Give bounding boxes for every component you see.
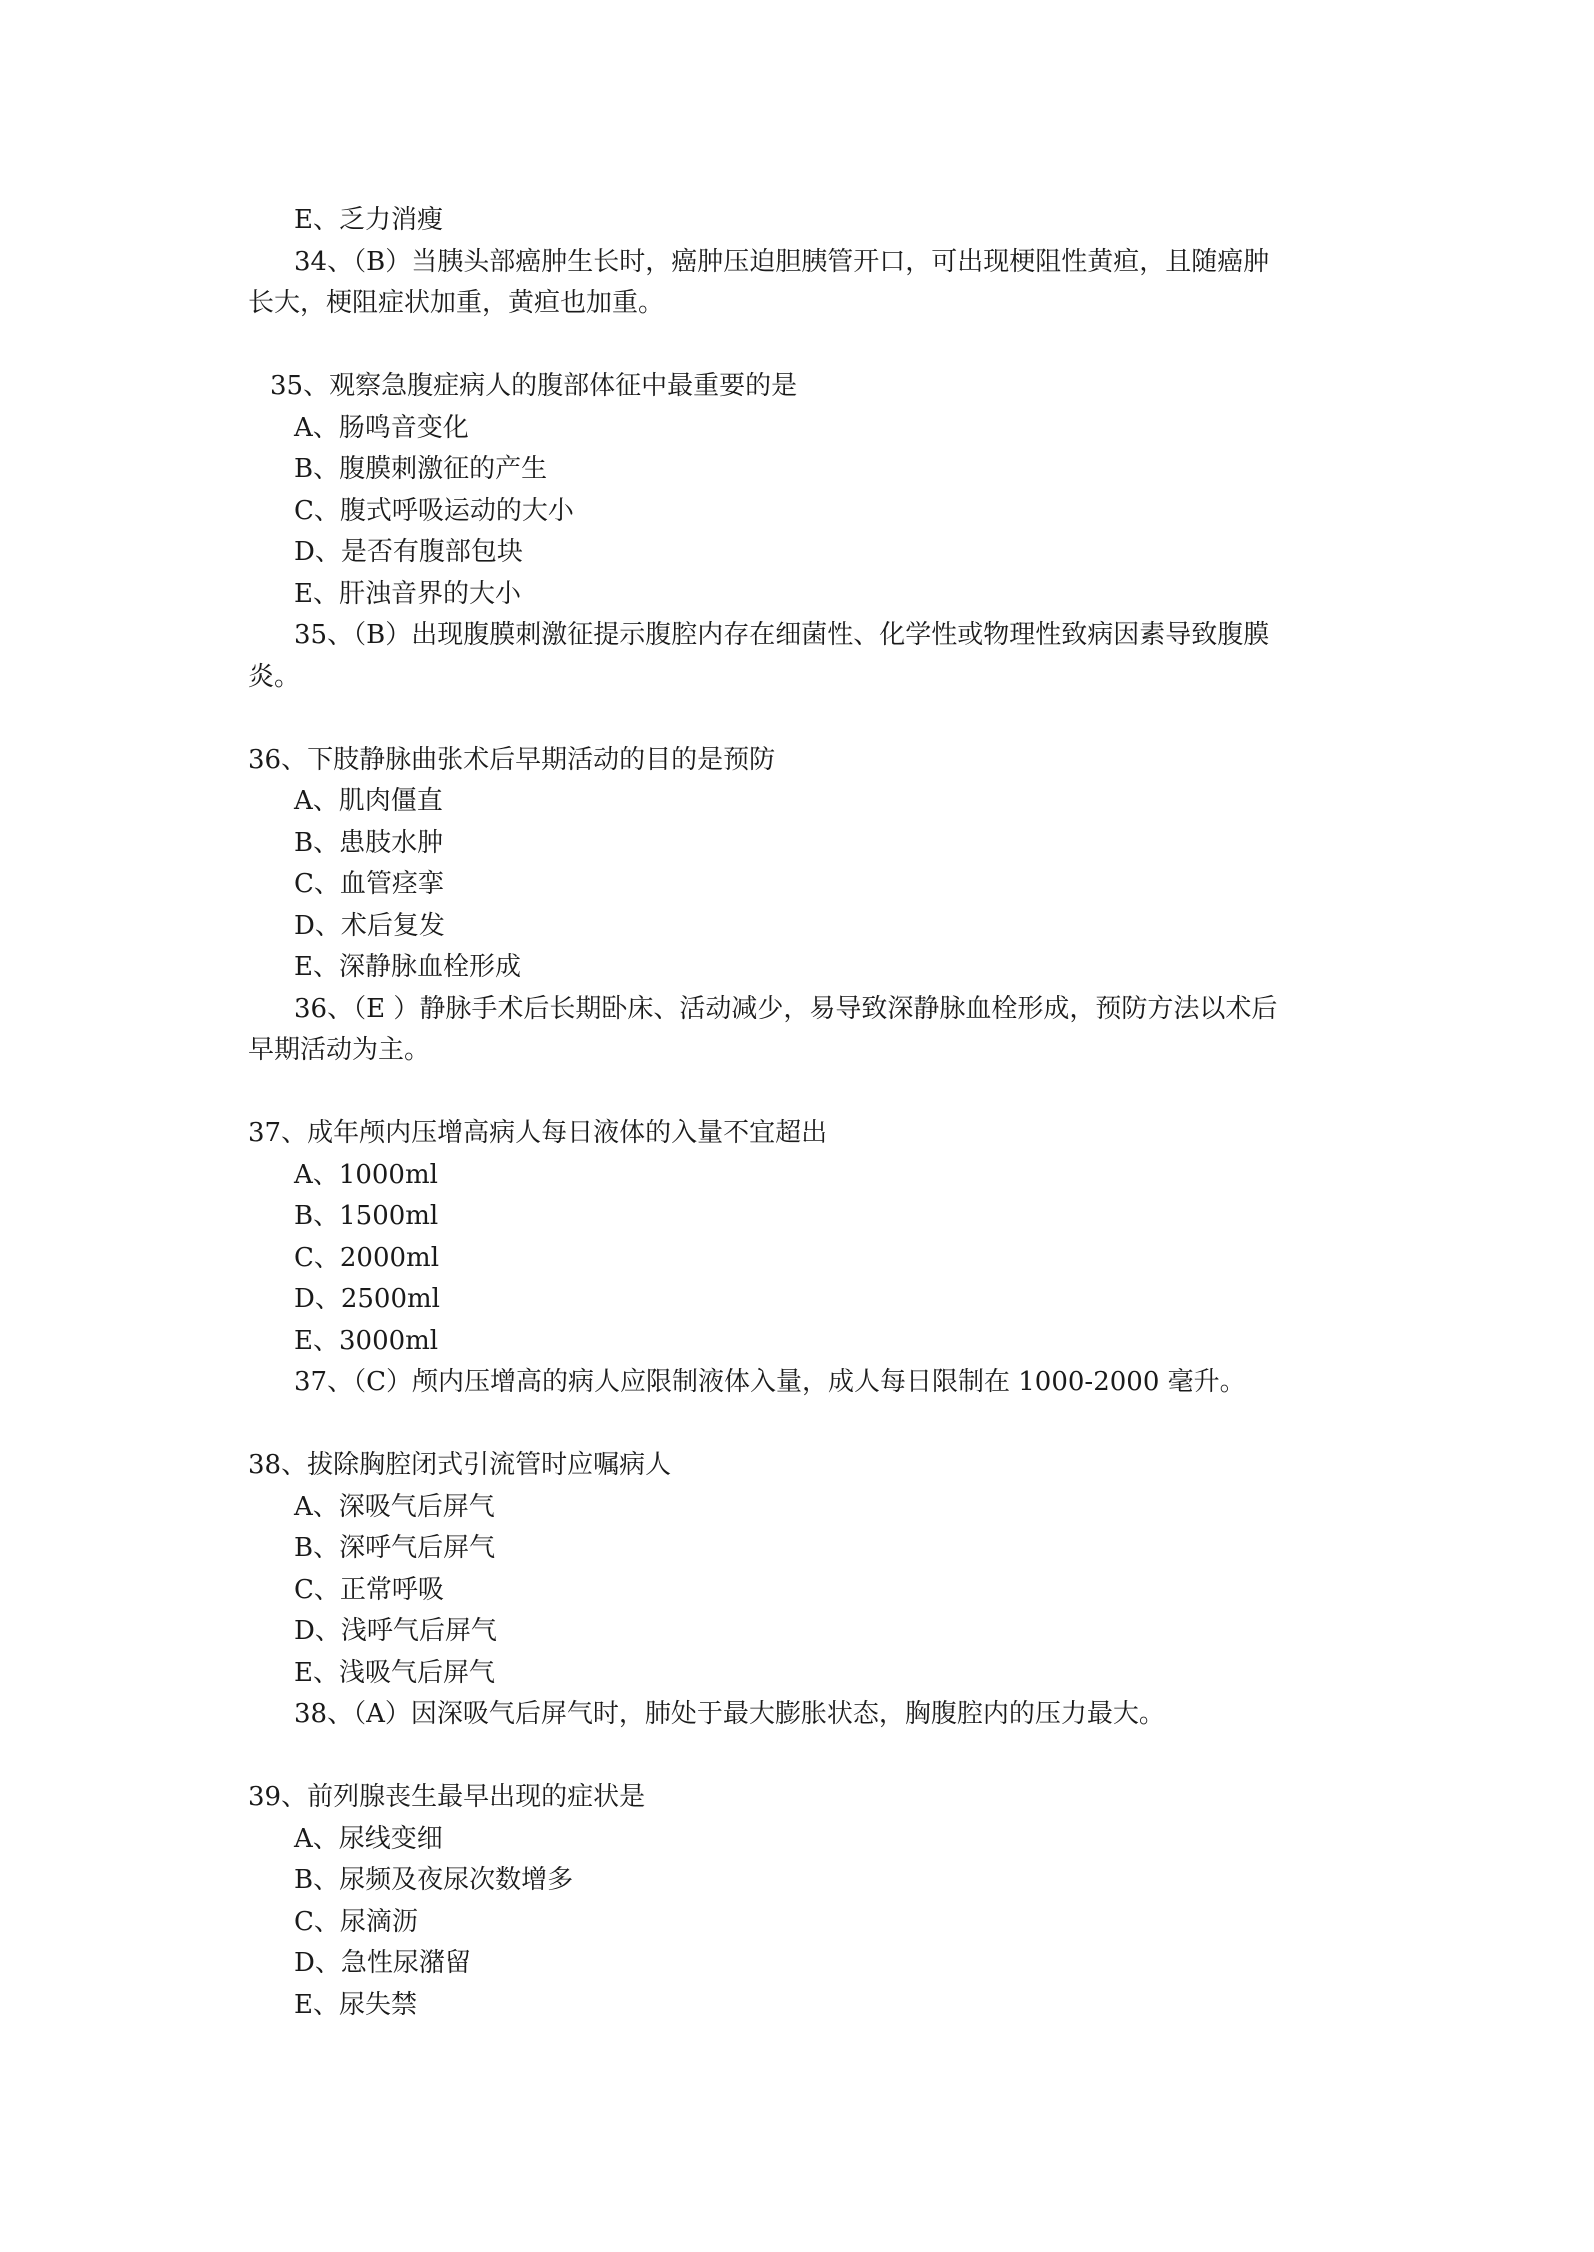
option-line: B、1500ml	[294, 1201, 439, 1231]
option-line: B、深呼气后屏气	[294, 1533, 496, 1563]
option-line: C、正常呼吸	[294, 1574, 444, 1605]
answer-continuation: 炎。	[248, 661, 301, 692]
answer-line: 38、（A）因深吸气后屏气时，肺处于最大膨胀状态，胸腹腔内的压力最大。	[294, 1699, 1165, 1729]
option-line: E、深静脉血栓形成	[294, 952, 521, 982]
question-line: 39、前列腺丧生最早出现的症状是	[248, 1782, 646, 1812]
option-line: D、术后复发	[294, 910, 445, 941]
answer-line: 35、（B）出现腹膜刺激征提示腹腔内存在细菌性、化学性或物理性致病因素导致腹膜	[294, 620, 1270, 650]
option-line: D、2500ml	[294, 1284, 440, 1314]
option-line: D、是否有腹部包块	[294, 537, 523, 567]
answer-line: 37、（C）颅内压增高的病人应限制液体入量，成人每日限制在 1000-2000 毫升。	[294, 1367, 1246, 1397]
paragraph-gap	[248, 698, 1358, 740]
paragraph-gap	[248, 1072, 1358, 1114]
answer-continuation: 长大，梗阻症状加重，黄疸也加重。	[248, 288, 665, 318]
option-line: A、1000ml	[294, 1159, 438, 1190]
option-line: E、尿失禁	[294, 1989, 417, 2020]
option-line: B、尿频及夜尿次数增多	[294, 1865, 574, 1895]
option-line: E、肝浊音界的大小	[294, 578, 521, 609]
paragraph-gap	[248, 1404, 1358, 1446]
question-line: 38、拔除胸腔闭式引流管时应嘱病人	[248, 1450, 672, 1480]
question-line: 36、下肢静脉曲张术后早期活动的目的是预防	[248, 744, 776, 775]
document-body	[248, 200, 1358, 2026]
option-line: D、浅呼气后屏气	[294, 1616, 497, 1646]
paragraph-gap	[248, 325, 1358, 367]
option-line: C、2000ml	[294, 1242, 440, 1273]
option-line: A、肠鸣音变化	[294, 412, 469, 443]
option-line: B、患肢水肿	[294, 827, 444, 858]
option-line: E、3000ml	[294, 1325, 439, 1356]
question-line: 37、成年颅内压增高病人每日液体的入量不宜超出	[248, 1118, 828, 1148]
option-line: E、乏力消瘦	[294, 205, 443, 235]
question-line: 35、观察急腹症病人的腹部体征中最重要的是	[270, 371, 798, 401]
option-line: A、深吸气后屏气	[294, 1491, 495, 1522]
answer-line: 36、（E ）静脉手术后长期卧床、活动减少，易导致深静脉血栓形成，预防方法以术后	[294, 993, 1278, 1024]
answer-continuation: 早期活动为主。	[248, 1035, 431, 1065]
option-line: A、尿线变细	[294, 1823, 443, 1854]
option-line: E、浅吸气后屏气	[294, 1657, 495, 1688]
option-line: C、血管痉挛	[294, 869, 444, 899]
answer-line: 34、（B）当胰头部癌肿生长时，癌肿压迫胆胰管开口，可出现梗阻性黄疸，且随癌肿	[294, 246, 1270, 277]
option-line: C、腹式呼吸运动的大小	[294, 495, 574, 526]
option-line: B、腹膜刺激征的产生	[294, 454, 548, 484]
option-line: C、尿滴沥	[294, 1906, 418, 1937]
paragraph-gap	[248, 1736, 1358, 1778]
option-line: A、肌肉僵直	[294, 786, 443, 816]
option-line: D、急性尿潴留	[294, 1948, 471, 1978]
